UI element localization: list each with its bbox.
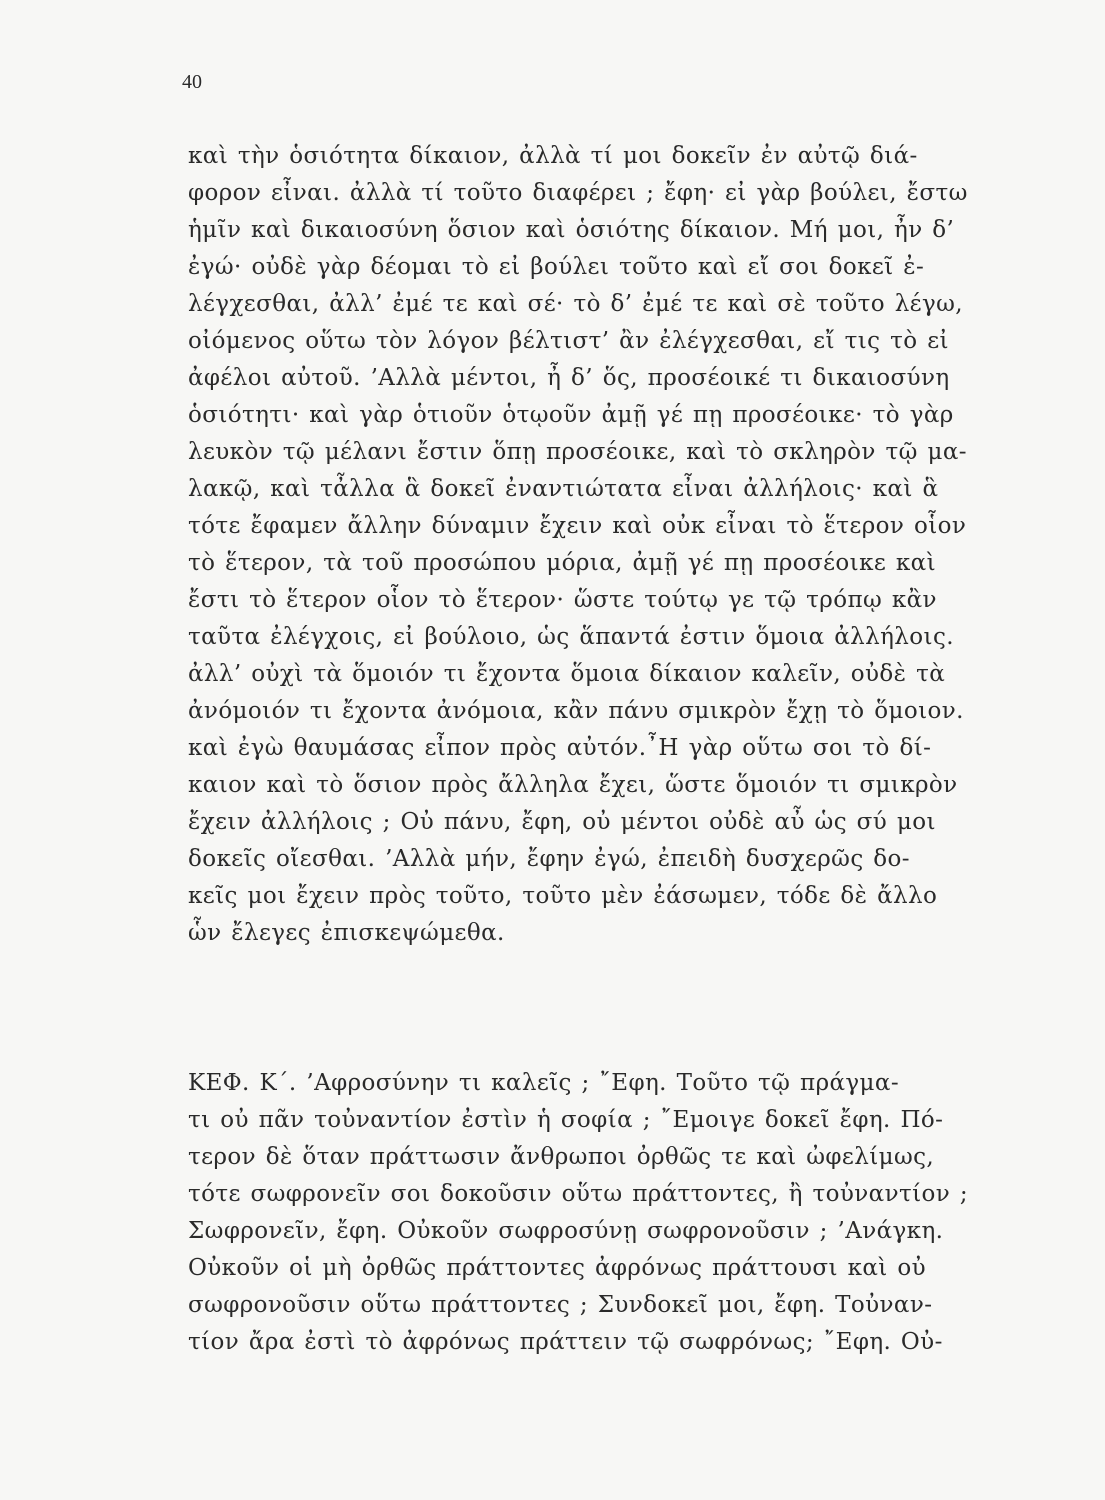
text-line: λακῷ, καὶ τἆλλα ἃ δοκεῖ ἐναντιώτατα εἶναι ἀλλήλοις· καὶ ἃ xyxy=(188,476,939,502)
text-line: δοκεῖς οἴεσθαι. ’Αλλὰ μήν, ἔφην ἐγώ, ἐπειδὴ δυσχερῶς δο- xyxy=(188,846,910,872)
text-line: οἰόμενος οὕτω τὸν λόγον βέλτιστ’ ἂν ἐλέγχεσθαι, εἴ τις τὸ εἰ xyxy=(188,328,949,354)
text-line: ὁσιότητι· καὶ γὰρ ὁτιοῦν ὁτῳοῦν ἀμῇ γέ πῃ προσέοικε· τὸ γὰρ xyxy=(188,402,954,428)
chapter-heading-line: ΚΕΦ. Κ΄. ’Αφροσύνην τι καλεῖς ; ῎Εφη. Τοῦτο τῷ πράγμα- xyxy=(188,1070,900,1096)
text-line: ἡμῖν καὶ δικαιοσύνη ὅσιον καὶ ὁσιότης δίκαιον. Μή μοι, ἦν δ’ xyxy=(188,217,955,243)
text-line: τότε σωφρονεῖν σοι δοκοῦσιν οὕτω πράττοντες, ἢ τοὐναντίον ; xyxy=(188,1181,969,1207)
text-block-main xyxy=(188,138,1028,952)
text-block-chapter xyxy=(188,1065,1028,1361)
text-line: ἔχειν ἀλλήλοις ; Οὐ πάνυ, ἔφη, οὐ μέντοι οὐδὲ αὖ ὡς σύ μοι xyxy=(188,809,936,835)
text-line: Σωφρονεῖν, ἔφη. Οὐκοῦν σωφροσύνῃ σωφρονοῦσιν ; ’Ανάγκη. xyxy=(188,1218,944,1244)
text-line: καιον καὶ τὸ ὅσιον πρὸς ἄλληλα ἔχει, ὥστε ὅμοιόν τι σμικρὸν xyxy=(188,772,958,798)
text-line: ἐγώ· οὐδὲ γὰρ δέομαι τὸ εἰ βούλει τοῦτο καὶ εἴ σοι δοκεῖ ἐ- xyxy=(188,254,925,280)
text-line: τερον δὲ ὅταν πράττωσιν ἄνθρωποι ὀρθῶς τε καὶ ὠφελίμως, xyxy=(188,1144,935,1170)
text-line: φορον εἶναι. ἀλλὰ τί τοῦτο διαφέρει ; ἔφη· εἰ γὰρ βούλει, ἔστω xyxy=(188,180,968,206)
text-line: ἀφέλοι αὐτοῦ. ’Αλλὰ μέντοι, ἦ δ’ ὅς, προσέοικέ τι δικαιοσύνη xyxy=(188,365,950,391)
text-line: σωφρονοῦσιν οὕτω πράττοντες ; Συνδοκεῖ μοι, ἔφη. Τοὐναν- xyxy=(188,1292,933,1318)
text-line: τι οὐ πᾶν τοὐναντίον ἐστὶν ἡ σοφία ; ῎Εμοιγε δοκεῖ ἔφη. Πό- xyxy=(188,1107,944,1133)
page-number: 40 xyxy=(182,71,202,93)
text-line: καὶ ἐγὼ θαυμάσας εἶπον πρὸς αὐτόν.῏Η γὰρ οὕτω σοι τὸ δί- xyxy=(188,735,932,761)
text-line: ἀνόμοιόν τι ἔχοντα ἀνόμοια, κἂν πάνυ σμικρὸν ἔχῃ τὸ ὅμοιον. xyxy=(188,698,964,724)
text-line: τὸ ἕτερον, τὰ τοῦ προσώπου μόρια, ἀμῇ γέ πῃ προσέοικε καὶ xyxy=(188,550,936,576)
text-line: ἀλλ’ οὐχὶ τὰ ὅμοιόν τι ἔχοντα ὅμοια δίκαιον καλεῖν, οὐδὲ τὰ xyxy=(188,661,946,687)
text-line: λέγχεσθαι, ἀλλ’ ἐμέ τε καὶ σέ· τὸ δ’ ἐμέ τε καὶ σὲ τοῦτο λέγω, xyxy=(188,291,964,317)
text-line: καὶ τὴν ὁσιότητα δίκαιον, ἀλλὰ τί μοι δοκεῖν ἐν αὐτῷ διά- xyxy=(188,143,918,169)
text-line: ταῦτα ἐλέγχοις, εἰ βούλοιο, ὡς ἅπαντά ἐστιν ὅμοια ἀλλήλοις. xyxy=(188,624,954,650)
text-line: λευκὸν τῷ μέλανι ἔστιν ὅπῃ προσέοικε, καὶ τὸ σκληρὸν τῷ μα- xyxy=(188,439,967,465)
text-line: τότε ἔφαμεν ἄλλην δύναμιν ἔχειν καὶ οὐκ εἶναι τὸ ἕτερον οἷον xyxy=(188,513,967,539)
text-line: τίον ἄρα ἐστὶ τὸ ἀφρόνως πράττειν τῷ σωφρόνως; ῎Εφη. Οὐ- xyxy=(188,1329,943,1355)
text-line: κεῖς μοι ἔχειν πρὸς τοῦτο, τοῦτο μὲν ἐάσωμεν, τόδε δὲ ἄλλο xyxy=(188,883,938,909)
text-line: Οὐκοῦν οἱ μὴ ὀρθῶς πράττοντες ἀφρόνως πράττουσι καὶ οὐ xyxy=(188,1255,927,1281)
text-line: ἔστι τὸ ἕτερον οἷον τὸ ἕτερον· ὥστε τούτῳ γε τῷ τρόπῳ κἂν xyxy=(188,587,937,613)
text-line: ὧν ἔλεγες ἐπισκεψώμεθα. xyxy=(188,920,505,946)
